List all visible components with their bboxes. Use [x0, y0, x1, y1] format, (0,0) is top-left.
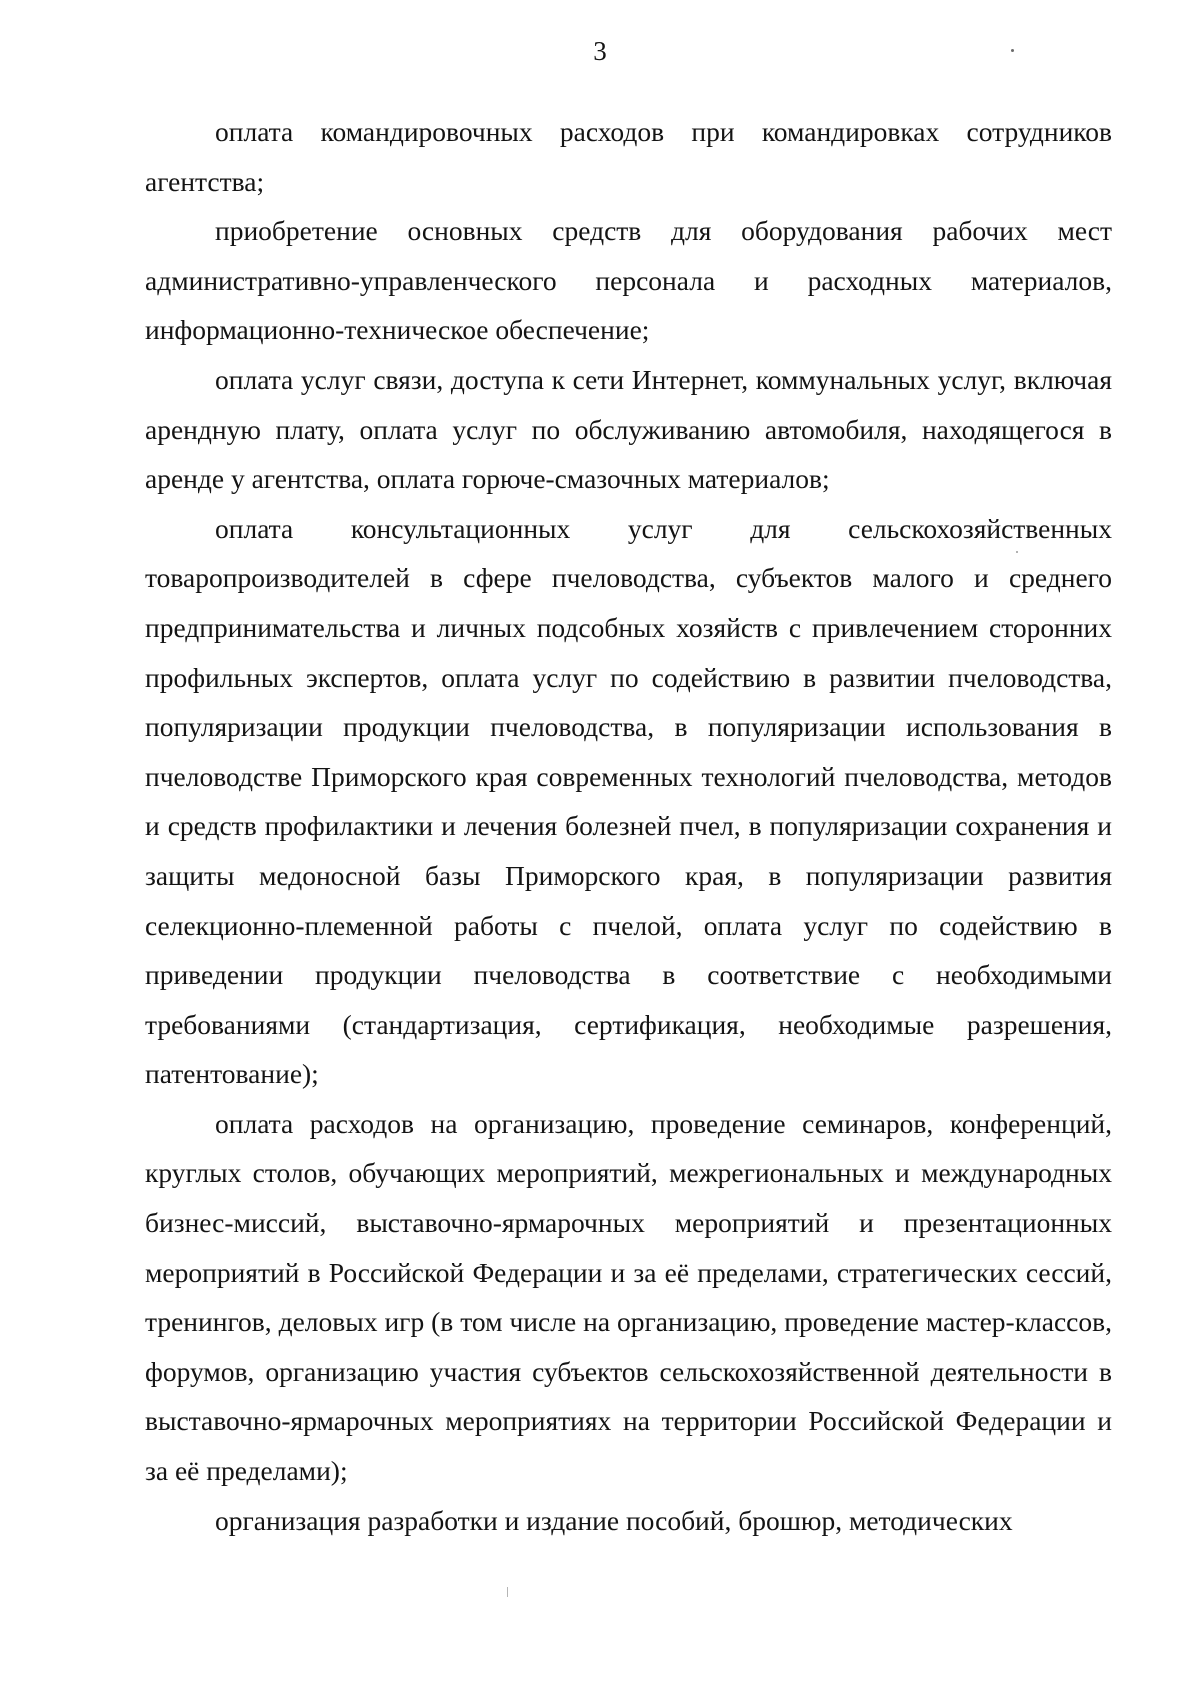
paragraph-fixed-assets: приобретение основных средств для оборудования рабочих мест административно-управленческого персонала и расходных материалов, информационно-техническое обеспечение; [145, 215, 1112, 346]
paragraph-communication-services: оплата услуг связи, доступа к сети Интернет, коммунальных услуг, включая арендную плату, оплата услуг по обслуживанию автомобиля, находящегося в аренде у агентства, оплата горюче-смазочных материалов; [145, 363, 1112, 495]
page-number: 3 [593, 36, 607, 66]
body-text [145, 107, 1112, 1545]
paragraph-publications: организация разработки и издание пособий, брошюр, методических [215, 1504, 1013, 1536]
paragraph-consulting-services: оплата консультационных услуг для сельскохозяйственных товаропроизводителей в сфере пчеловодства, субъектов малого и среднего предпринимательства и личных подсобных хозяйств с привлечением сторонних профильных экспертов, оплата услуг по содействию в развитии пчеловодства, популяризации продукции пчеловодства, в популяризации использования в пчеловодстве Приморского края современных технологий пчеловодства, методов и средств профилактики и лечения болезней пчел, в популяризации сохранения и защиты медоносной базы Приморского края, в популяризации развития селекционно-племенной работы с пчелой, оплата услуг по содействию в приведении продукции пчеловодства в соответствие с необходимыми требованиями (стандартизация, сертификация, необходимые разрешения, патентование); [145, 512, 1112, 1090]
paragraph-travel-expenses: оплата командировочных расходов при командировках сотрудников агентства; [145, 116, 1112, 197]
scan-speck [1011, 49, 1014, 52]
paragraph-events-expenses: оплата расходов на организацию, проведение семинаров, конференций, круглых столов, обучающих мероприятий, межрегиональных и международных бизнес-миссий, выставочно-ярмарочных мероприятий и презентационных мероприятий в Российской Федерации и за её пределами, стратегических сессий, тренингов, деловых игр (в том числе на организацию, проведение мастер-классов, форумов, организацию участия субъектов сельскохозяйственной деятельности в выставочно-ярмарочных мероприятиях на территории Российской Федерации и за её пределами); [145, 1107, 1112, 1487]
scan-speck [507, 1587, 508, 1597]
